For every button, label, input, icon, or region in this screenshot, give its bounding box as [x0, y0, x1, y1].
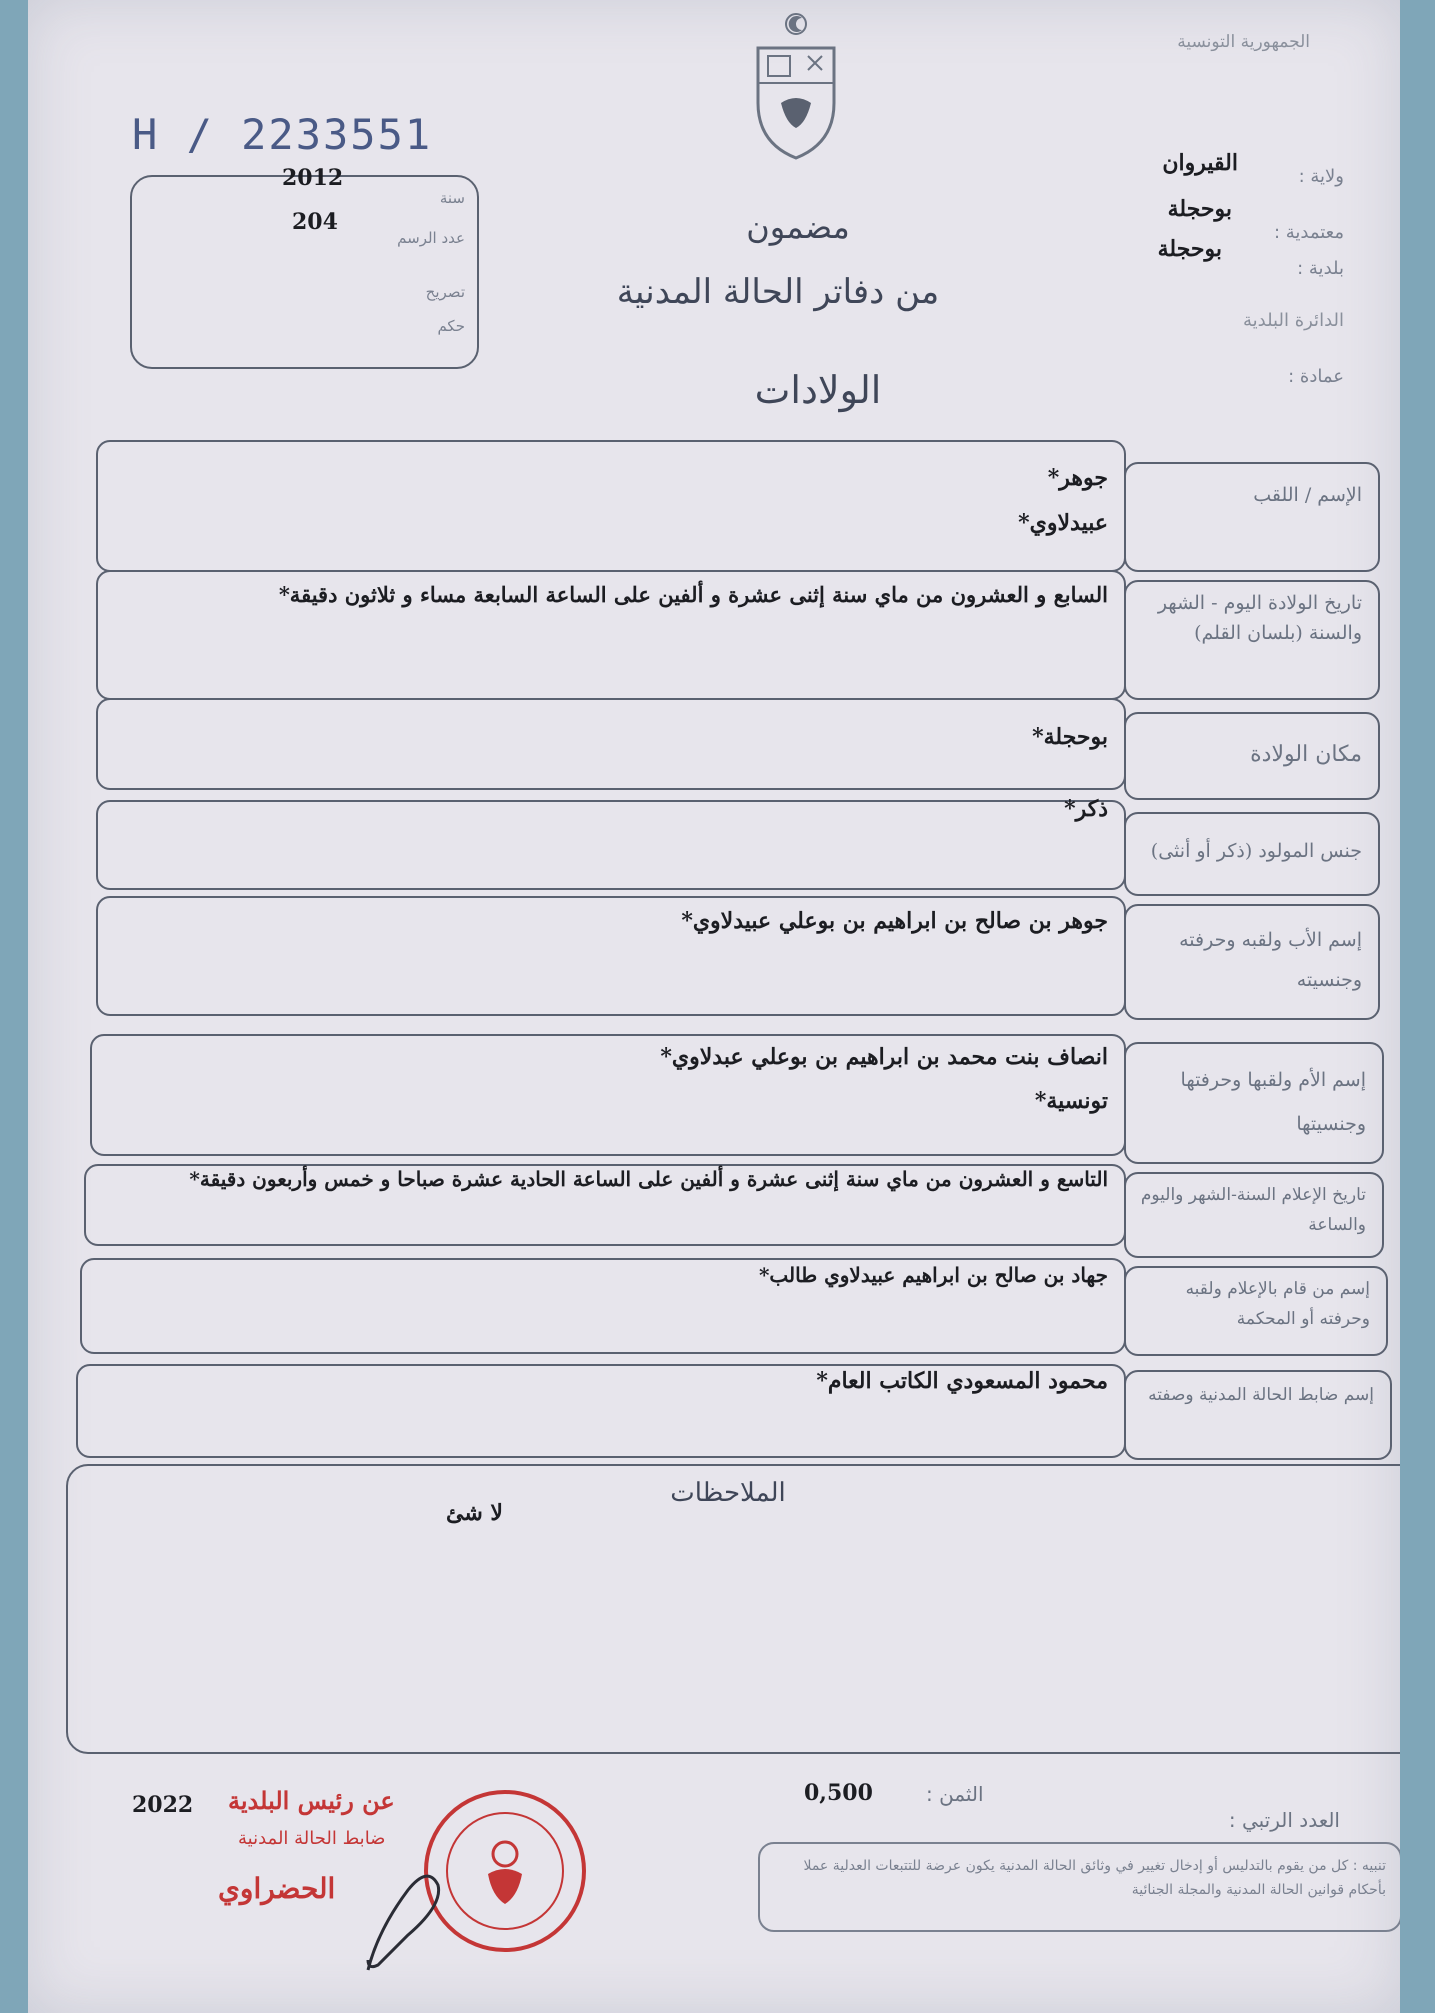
remarks-label: الملاحظات [670, 1478, 786, 1508]
delegation-label: معتمدية : [1273, 222, 1344, 243]
row-declarant-label: إسم من قام بالإعلام ولقبه وحرفته أو المحكمة [1185, 1279, 1370, 1329]
legal-notice-text: تنبيه : كل من يقوم بالتدليس أو إدخال تغيير في وثائق الحالة المدنية يكون عرضة للتتبعات العدلية عملا بأحكام قوانين الحالة المدنية والمجلة الجنائية [803, 1858, 1386, 1898]
row-birthdate-value: السابع و العشرون من ماي سنة إثنى عشرة و ألفين على الساعة السابعة مساء و ثلاثون دقيقة* [278, 582, 1108, 607]
price-value: 0,500 [804, 1780, 873, 1806]
row-name-label-box [1124, 462, 1380, 572]
row-birthplace-label: مكان الولادة [1250, 742, 1362, 767]
republic-label: الجمهورية التونسية [1177, 32, 1310, 52]
row-declarant-value: جهاد بن صالح بن ابراهيم عبيدلاوي طالب* [758, 1263, 1108, 1287]
title-registers: من دفاتر الحالة المدنية [616, 272, 940, 312]
row-birthplace-value: بوحجلة* [1032, 724, 1108, 750]
footer-year: 2022 [132, 1792, 194, 1818]
row-father-label: إسم الأب ولقبه وحرفته وجنسيته [1179, 929, 1362, 991]
official-line: عن رئيس البلدية [228, 1786, 395, 1815]
municipality-value: بوحجلة [1157, 236, 1222, 262]
row-sex-value: ذكر* [1064, 796, 1108, 822]
municipality-label: بلدية : [1297, 258, 1344, 279]
legal-notice-box [758, 1842, 1400, 1932]
row-mother-label: إسم الأم ولقبها وحرفتها وجنسيتها [1180, 1069, 1366, 1135]
remarks-value: لا شئ [446, 1500, 503, 1526]
signature-icon [348, 1850, 468, 1980]
row-declaration-label: تاريخ الإعلام السنة-الشهر واليوم والساعة [1140, 1185, 1366, 1235]
register-number-label: عدد الرسم [397, 229, 465, 247]
district-label: الدائرة البلدية [1242, 310, 1344, 331]
row-name-value-1: جوهر* [1047, 465, 1108, 491]
certificate-serial: H / 2233551 [132, 110, 433, 159]
official-name: الحضراوي [218, 1872, 336, 1905]
official-title: ضابط الحالة المدنية [238, 1828, 386, 1849]
register-year-label: سنة [439, 189, 465, 207]
row-mother-value-1: انصاف بنت محمد بن ابراهيم بن بوعلي عبدلاوي* [660, 1044, 1108, 1070]
title-births: الولادات [754, 368, 882, 412]
row-mother-value-2: تونسية* [1034, 1088, 1108, 1114]
row-declaration-value: التاسع و العشرون من ماي سنة إثنى عشرة و ألفين على الساعة الحادية عشرة صباحا و خمس وأربعون دقيقة* [189, 1167, 1108, 1191]
row-name-label: الإسم / اللقب [1253, 484, 1362, 506]
register-box [130, 165, 479, 369]
row-name-value-2: عبيدلاوي* [1018, 510, 1108, 536]
row-officer-value: محمود المسعودي الكاتب العام* [816, 1368, 1108, 1394]
serial-number-label: العدد الرتبي : [1228, 1808, 1340, 1832]
row-officer-label: إسم ضابط الحالة المدنية وصفته [1148, 1385, 1374, 1405]
imada-label: عمادة : [1288, 366, 1344, 387]
birth-certificate-page [28, 0, 1400, 2013]
governorate-value: القيروان [1162, 150, 1238, 176]
price-label: الثمن : [926, 1782, 984, 1806]
row-sex-label: جنس المولود (ذكر أو أنثى) [1150, 840, 1362, 862]
title-extract: مضمون [746, 208, 850, 246]
register-judgment-label: حكم [437, 317, 465, 335]
register-year: 2012 [282, 165, 344, 191]
register-decl-label: تصريح [425, 283, 465, 301]
row-father-value: جوهر بن صالح بن ابراهيم بن بوعلي عبيدلاوي* [681, 908, 1108, 934]
tunisia-emblem-icon [746, 8, 846, 163]
delegation-value: بوحجلة [1167, 196, 1232, 222]
register-number: 204 [292, 209, 338, 235]
governorate-label: ولاية : [1298, 166, 1344, 187]
row-birthdate-label: تاريخ الولادة اليوم - الشهر والسنة (بلسان القلم) [1157, 592, 1362, 644]
